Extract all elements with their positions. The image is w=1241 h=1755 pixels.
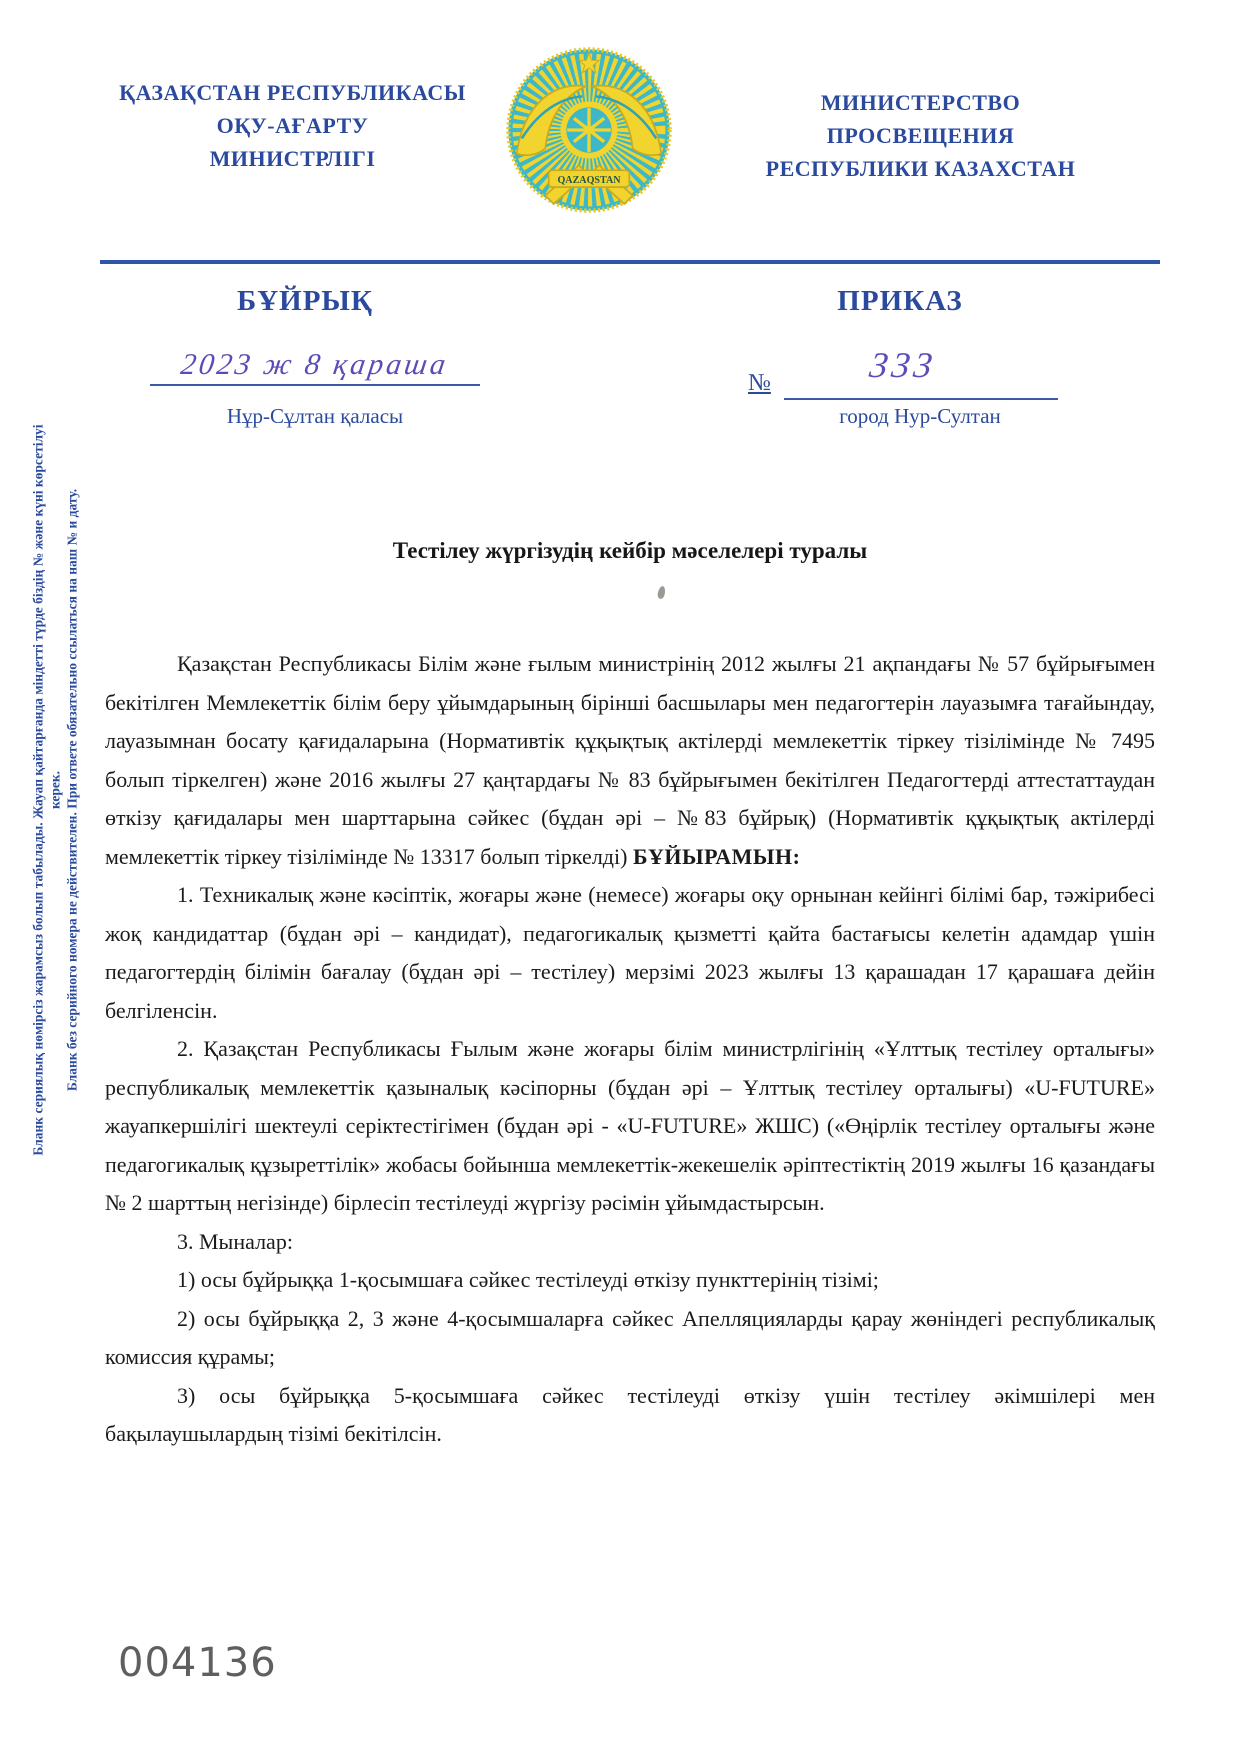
blank-serial-number: 004136 xyxy=(118,1640,277,1686)
org-left-line3: МИНИСТРЛІГІ xyxy=(209,146,376,171)
org-left-line1: ҚАЗАҚСТАН РЕСПУБЛИКАСЫ xyxy=(119,80,466,105)
order-heading-kazakh: БҰЙРЫҚ xyxy=(237,285,373,317)
number-sign: № xyxy=(748,370,771,396)
order-item-3-sub3: 3) осы бұйрыққа 5-қосымшаға сәйкес тестілеуді өткізу үшін тестілеу әкімшілері мен бақылаушылардың тізімі бекітілсін. xyxy=(105,1382,1155,1446)
scan-speck xyxy=(657,585,667,599)
city-label-russian: город Нур-Султан xyxy=(839,404,1001,428)
document-title: Тестілеу жүргізудің кейбір мәселелері туралы xyxy=(392,538,868,563)
side-note-russian: Бланк без серийного номера не действителен. При ответе обязательно ссылаться на наш № и дату. xyxy=(64,488,80,1092)
handwritten-number: 333 xyxy=(867,345,939,385)
header-divider-line xyxy=(100,260,1160,264)
org-right-line3: РЕСПУБЛИКИ КАЗАХСТАН xyxy=(765,156,1076,181)
kazakhstan-emblem-icon xyxy=(505,44,673,216)
org-name-kazakh xyxy=(95,76,490,175)
order-heading-russian: ПРИКАЗ xyxy=(837,285,963,317)
org-name-russian xyxy=(688,86,1153,185)
paragraph-intro xyxy=(105,645,1155,876)
order-date-block xyxy=(150,348,480,386)
side-note-vertical xyxy=(30,420,81,1160)
document-body xyxy=(105,645,1155,1454)
order-item-3-sub1: 1) осы бұйрыққа 1-қосымшаға сәйкес тестілеуді өткізу пункттерінің тізімі; xyxy=(177,1267,879,1292)
order-item-3-intro: 3. Мыналар: xyxy=(177,1228,293,1254)
resolve-word: БҰЙЫРАМЫН: xyxy=(632,843,801,869)
order-item-1: 1. Техникалық және кәсіптік, жоғары және (немесе) жоғары оқу орнынан кейінгі білімі бар, тәжірибесі жоқ кандидаттар (бұдан әрі – кандидат), педагогикалық қызметті қайта бастағысы келетін адамдар үшін педагогтердің білімін бағалау (бұдан әрі – тестілеу) мерзімі 2023 жылғы 13 қарашадан 17 қарашаға дейін белгіленсін. xyxy=(105,882,1155,1023)
handwritten-date: 2023 ж 8 қараша xyxy=(179,348,451,381)
order-item-3-sub2: 2) осы бұйрыққа 2, 3 және 4-қосымшаларға сәйкес Апелляцияларды қарау жөніндегі республикалық комиссия құрамы; xyxy=(105,1305,1155,1369)
org-left-line2: ОҚУ-АҒАРТУ xyxy=(216,113,369,138)
number-underline xyxy=(784,398,1058,400)
emblem-banner-text: QAZAQSTAN xyxy=(557,174,621,186)
city-label-kazakh: Нұр-Сұлтан қаласы xyxy=(226,404,404,428)
date-underline xyxy=(150,384,480,386)
side-note-kazakh: Бланк сериялық нөмірсіз жарамсыз болып табылады. Жауап қайтарғанда міндетті түрде біздің № және күні көрсетілуі керек. xyxy=(30,424,63,1156)
org-right-line2: ПРОСВЕЩЕНИЯ xyxy=(826,123,1015,148)
org-right-line1: МИНИСТЕРСТВО xyxy=(820,90,1021,115)
order-item-2: 2. Қазақстан Республикасы Ғылым және жоғары білім министрлігінің «Ұлттық тестілеу орталығы» республикалық мемлекеттік қазыналық кәсіпорны (бұдан әрі – Ұлттық тестілеу орталығы) «U-FUTURE» жауапкершілігі шектеулі серіктестігімен (бұдан әрі - «U-FUTURE» ЖШС) («Өңірлік тестілеу орталығы және педагогикалық құзыреттілік» жобасы бойынша мемлекеттік-жекешелік әріптестіктің 2019 жылғы 16 қазандағы № 2 шарттың негізінде) бірлесіп тестілеуді жүргізу рәсімін ұйымдастырсын. xyxy=(105,1036,1155,1215)
paragraph-intro-text: Қазақстан Республикасы Білім және ғылым министрінің 2012 жылғы 21 ақпандағы № 57 бұйрығымен бекітілген Мемлекеттік білім беру ұйымдарының бірінші басшылары мен педагогтерін лауазымға тағайындау, лауазымнан босату қағидаларына (Нормативтік құқықтық актілерді мемлекеттік тіркеу тізілімінде № 7495 болып тіркелген) және 2016 жылғы 27 қаңтардағы № 83 бұйрығымен бекітілген Педагогтерді аттестаттаудан өткізу қағидалары мен шарттарына сәйкес (бұдан әрі – №83 бұйрық) (Нормативтік құқықтық актілерді мемлекеттік тіркеу тізілімінде № 13317 болып тіркелді) xyxy=(105,651,1155,869)
